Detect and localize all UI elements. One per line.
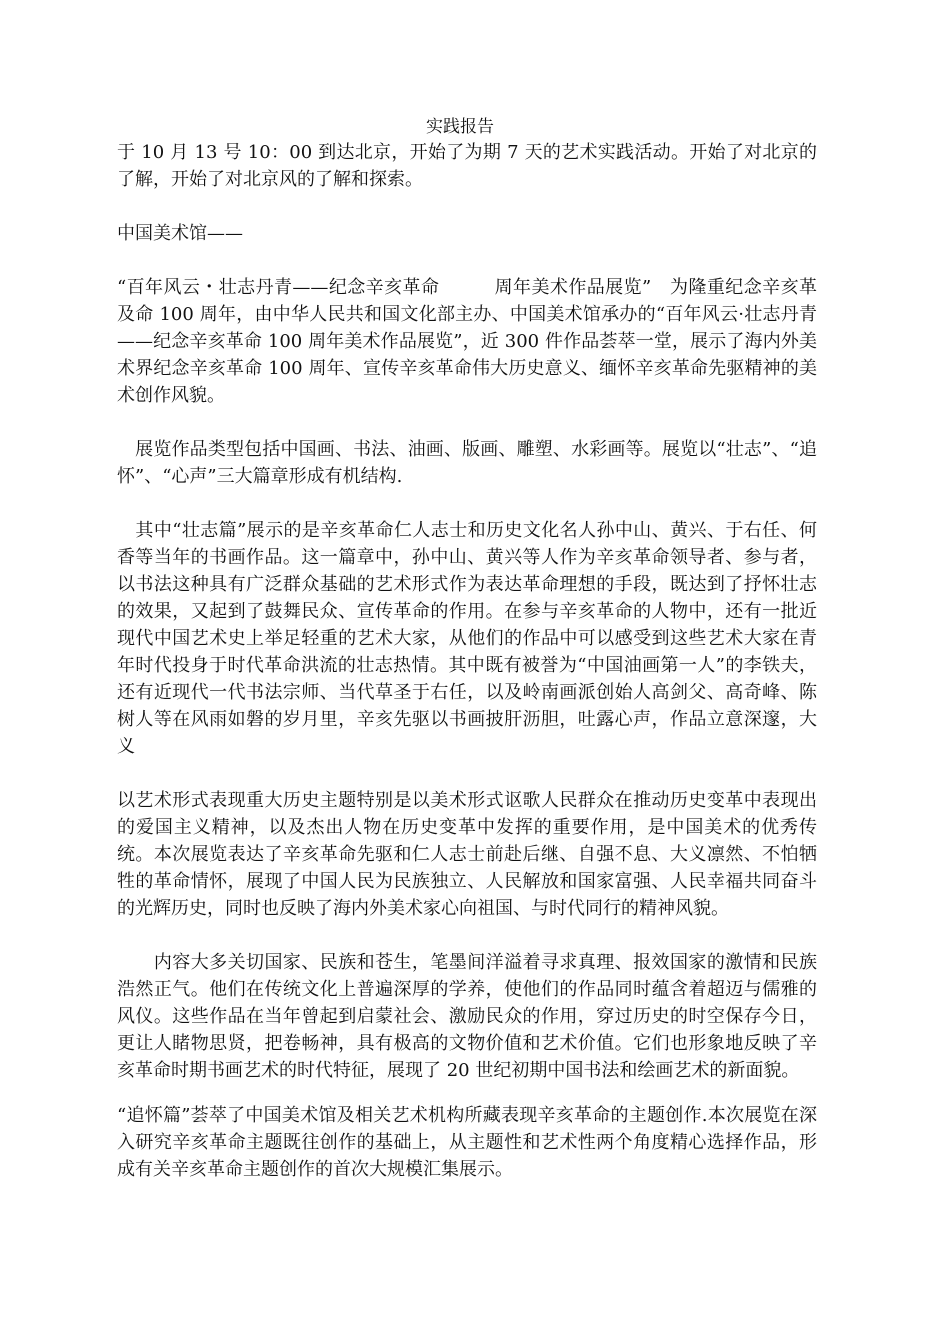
paragraph-historical-theme: 以艺术形式表现重大历史主题特别是以美术形式讴歌人民群众在推动历史变革中表现出的爱国主义精神，以及杰出人物在历史变革中发挥的重要作用，是中国美术的优秀传统。本次展览表达了辛亥革命先驱和仁人志士前赴后继、自强不息、大义凛然、不怕牺牲的革命情怀，展现了中国人民为民族独立、人民解放和国家富强、人民幸福共同奋斗的光辉历史，同时也反映了海内外美术家心向祖国、与时代同行的精神风貌。 [117,790,817,919]
paragraph-zhuihuai-chapter: “追怀篇”荟萃了中国美术馆及相关艺术机构所藏表现辛亥革命的主题创作.本次展览在深入研究辛亥革命主题既往创作的基础上，从主题性和艺术性两个角度精心选择作品，形成有关辛亥革命主题创作的首次大规模汇集展示。 [117,1105,817,1180]
paragraph-content-spirit: 内容大多关切国家、民族和苍生，笔墨间洋溢着寻求真理、报效国家的激情和民族浩然正气。他们在传统文化上普遍深厚的学养，使他们的作品同时蕴含着超迈与儒雅的风仪。这些作品在当年曾起到启蒙社会、激励民众的作用，穿过历史的时空保存今日，更让人睹物思贤，把卷畅神，具有极高的文物价值和艺术价值。它们也形象地反映了辛亥革命时期书画艺术的时代特征，展现了 20 世纪初期中国书法和绘画艺术的新面貌。 [117,952,817,1081]
document-body [117,139,817,1183]
paragraph-spacer [117,247,817,274]
paragraph-spacer [117,409,817,436]
paragraph-exhibition-types: 展览作品类型包括中国画、书法、油画、版画、雕塑、水彩画等。展览以“壮志”、“追怀”、“心声”三大篇章形成有机结构. [117,439,817,487]
paragraph-arrival: 于 10 月 13 号 10：00 到达北京，开始了为期 7 天的艺术实践活动。开始了对北京的了解，开始了对北京风的了解和探索。 [117,142,817,190]
paragraph-spacer [117,760,817,787]
paragraph-museum-heading: 中国美术馆—— [117,223,243,244]
paragraph-exhibition-intro: “百年风云・壮志丹青——纪念辛亥革命 周年美术作品展览” 为隆重纪念辛亥革及命 100 周年，由中华人民共和国文化部主办、中国美术馆承办的“百年风云·壮志丹青——纪念辛亥革命 100 周年美术作品展览”，近 300 件作品荟萃一堂，展示了海内外美术界纪念辛亥革命 100 周年、宣传辛亥革命伟大历史意义、缅怀辛亥革命先驱精神的美术创作风貌。 [117,277,817,406]
paragraph-spacer [117,1084,817,1102]
paragraph-spacer [117,490,817,517]
paragraph-spacer [117,193,817,220]
paragraph-zhuangzhi-chapter: 其中“壮志篇”展示的是辛亥革命仁人志士和历史文化名人孙中山、黄兴、于右任、何香等当年的书画作品。这一篇章中，孙中山、黄兴等人作为辛亥革命领导者、参与者，以书法这种具有广泛群众基础的艺术形式作为表达革命理想的手段，既达到了抒怀壮志的效果，又起到了鼓舞民众、宣传革命的作用。在参与辛亥革命的人物中，还有一批近现代中国艺术史上举足轻重的艺术大家，从他们的作品中可以感受到这些艺术大家在青年时代投身于时代革命洪流的壮志热情。其中既有被誉为“中国油画第一人”的李铁夫，还有近现代一代书法宗师、当代草圣于右任，以及岭南画派创始人高剑父、高奇峰、陈树人等在风雨如磐的岁月里，辛亥先驱以书画披肝沥胆，吐露心声，作品立意深邃，大义 [117,520,817,757]
document-title: 实践报告 [426,117,494,137]
paragraph-spacer [117,922,817,949]
